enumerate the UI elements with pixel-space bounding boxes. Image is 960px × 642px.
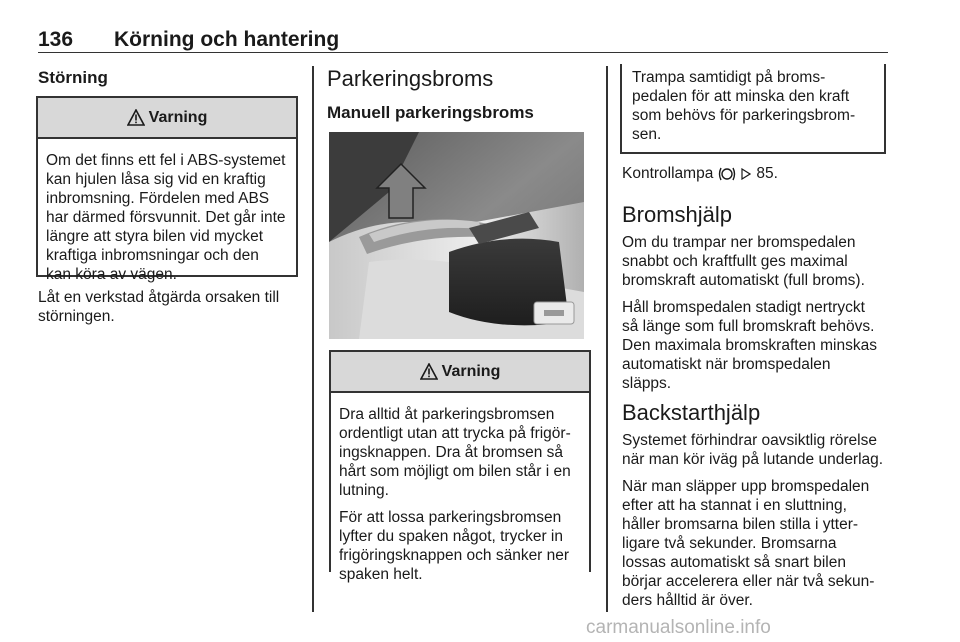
page-number: 136 — [38, 28, 74, 51]
column-divider — [606, 66, 608, 612]
text-line: kraftiga inbromsningar och den — [46, 247, 259, 264]
text-line: Låt en verkstad åtgärda orsaken till — [38, 289, 280, 306]
text-line: kan hjulen låsa sig vid en kraftig — [46, 171, 266, 188]
page-reference[interactable]: 85. — [756, 165, 778, 182]
text-line: hårt som möjligt om bilen står i en — [339, 463, 571, 480]
text-line: som behövs för parkeringsbrom- — [632, 107, 856, 124]
warning-header — [331, 352, 589, 393]
text-line: kan köra av vägen. — [46, 266, 177, 283]
chapter-title: Körning och hantering — [114, 28, 340, 51]
warning-box-parkeringsbroms — [329, 350, 591, 583]
column-divider — [312, 66, 314, 612]
text-line: pedalen för att minska den kraft — [632, 88, 850, 105]
section-heading-backstarthjalp: Backstarthjälp — [622, 400, 761, 425]
subheading-manuell: Manuell parkeringsbroms — [327, 103, 534, 122]
warning-triangle-icon — [420, 363, 438, 380]
text-line: så länge som full bromskraft behövs. — [622, 318, 875, 335]
text-line: spaken helt. — [339, 566, 423, 583]
warning-text — [38, 139, 296, 284]
text-line: Den maximala bromskraften minskas — [622, 337, 877, 354]
text-line: sen. — [632, 126, 662, 143]
warning-triangle-icon — [127, 109, 145, 126]
section-heading-parkeringsbroms: Parkeringsbroms — [327, 66, 494, 91]
warning-header — [38, 98, 296, 139]
text-line: frigöringsknappen och sänker ner — [339, 547, 570, 564]
warning-title: Varning — [148, 108, 208, 126]
text-line: lutning. — [339, 482, 389, 499]
paragraph-verkstad — [38, 288, 279, 326]
section-heading-storning: Störning — [38, 68, 108, 87]
text-line: automatiskt när bromspedalen — [622, 356, 831, 373]
text-line: släpps. — [622, 375, 672, 392]
text-line: Systemet förhindrar oavsiktlig rörelse — [622, 432, 877, 449]
text-line: när man kör iväg på lutande underlag. — [622, 451, 884, 468]
section-heading-bromshjalp: Bromshjälp — [622, 202, 733, 227]
watermark: carmanualsonline.info — [586, 617, 771, 638]
text-line: Om det finns ett fel i ABS-systemet — [46, 152, 286, 169]
text-line: Håll bromspedalen stadigt nertryckt — [622, 299, 865, 316]
text-line: har därmed försvunnit. Det går inte — [46, 209, 286, 226]
brake-warning-lamp-icon — [718, 166, 736, 182]
text-line: ders hålltid är över. — [622, 592, 753, 609]
text-line: längre att styra bilen vid mycket — [46, 228, 264, 245]
kontrollampa-label: Kontrollampa — [622, 165, 714, 182]
header-rule — [38, 52, 888, 53]
kontrollampa-reference — [622, 164, 778, 183]
bromshjalp-text — [622, 233, 877, 393]
backstarthjalp-text — [622, 431, 883, 610]
text-line: När man släpper upp bromspedalen — [622, 478, 870, 495]
text-line: För att lossa parkeringsbromsen — [339, 509, 562, 526]
text-line: efter att ha stannat i en sluttning, — [622, 497, 847, 514]
text-line: störningen. — [38, 308, 115, 325]
text-line: snabbt och kraftfullt ges maximal — [622, 253, 848, 270]
text-line: lossas automatiskt så snart bilen — [622, 554, 846, 571]
warning-box-abs — [36, 96, 298, 283]
text-line: Om du trampar ner bromspedalen — [622, 234, 856, 251]
text-line: ligare två sekunder. Bromsarna — [622, 535, 837, 552]
text-line: Dra alltid åt parkeringsbromsen — [339, 406, 555, 423]
text-line: ordentligt utan att trycka på frigör- — [339, 425, 571, 442]
text-line: börjar accelerera eller när två sekun- — [622, 573, 875, 590]
warning-title: Varning — [441, 362, 501, 380]
text-line: inbromsning. Fördelen med ABS — [46, 190, 270, 207]
text-line: bromskraft automatiskt (full broms). — [622, 272, 865, 289]
text-line: Trampa samtidigt på broms- — [632, 69, 826, 86]
handbrake-photo — [329, 132, 584, 339]
warning-text — [331, 393, 589, 584]
text-line: håller bromsarna bilen stilla i ytter- — [622, 516, 859, 533]
warning-continuation-box — [620, 64, 886, 154]
text-line: ingsknappen. Dra åt bromsen så — [339, 444, 564, 461]
text-line: lyfter du spaken något, trycker in — [339, 528, 564, 545]
page-reference-arrow-icon — [741, 168, 751, 180]
